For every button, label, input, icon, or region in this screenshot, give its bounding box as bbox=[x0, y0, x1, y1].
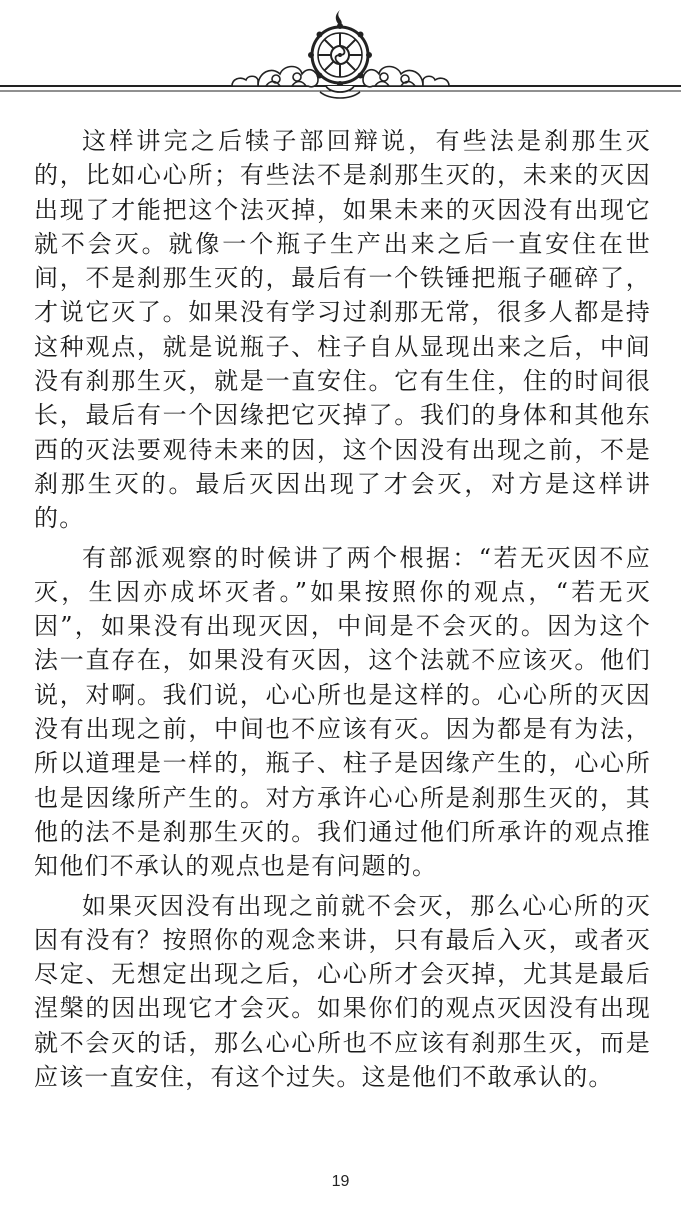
cloud-scroll-ornament bbox=[232, 67, 318, 87]
paragraph: 这样讲完之后犊子部回辩说，有些法是刹那生灭的，比如心心所；有些法不是刹那生灭的，未来的灭因出现了才能把这个法灭掉，如果未来的灭因没有出现它就不会灭。就像一个瓶子生产出来之后一直安住在世间，不是刹那生灭的，最后有一个铁锤把瓶子砸碎了，才说它灭了。如果没有学习过刹那无常，很多人都是持这种观点，就是说瓶子、柱子自从显现出来之后，中间没有刹那生灭，就是一直安住。它有生住，住的时间很长，最后有一个因缘把它灭掉了。我们的身体和其他东西的灭法要观待未来的因，这个因没有出现之前，不是刹那生灭的。最后灭因出现了才会灭，对方是这样讲的。 bbox=[34, 127, 651, 533]
cloud-scroll-ornament bbox=[363, 67, 449, 87]
header-ornament bbox=[0, 0, 681, 112]
page-number: 19 bbox=[331, 1173, 350, 1190]
dharma-wheel-icon bbox=[308, 10, 372, 98]
paragraph: 有部派观察的时候讲了两个根据：“若无灭因不应灭，生因亦成坏灭者。”如果按照你的观点，“若无灭因”，如果没有出现灭因，中间是不会灭的。因为这个法一直存在，如果没有灭因，这个法就不应该灭。他们说，对啊。我们说，心心所也是这样的。心心所的灭因没有出现之前，中间也不应该有灭。因为都是有为法，所以道理是一样的，瓶子、柱子是因缘产生的，心心所也是因缘所产生的。对方承许心心所是刹那生灭的，其他的法不是刹那生灭的。我们通过他们所承许的观点推知他们不承认的观点也是有问题的。 bbox=[34, 543, 651, 881]
page-header bbox=[0, 0, 681, 112]
main-text bbox=[34, 124, 651, 1099]
paragraph: 如果灭因没有出现之前就不会灭，那么心心所的灭因有没有？按照你的观念来讲，只有最后入灭，或者灭尽定、无想定出现之后，心心所才会灭掉，尤其是最后涅槃的因出现它才会灭。如果你们的观点灭因没有出现就不会灭的话，那么心心所也不应该有刹那生灭，而是应该一直安住，有这个过失。这是他们不敢承认的。 bbox=[34, 891, 651, 1092]
